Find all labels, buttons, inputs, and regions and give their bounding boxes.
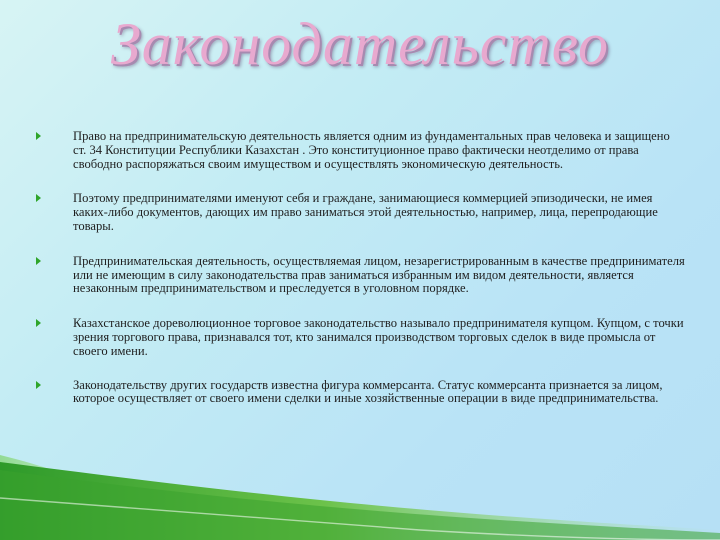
triangle-bullet-icon	[36, 132, 41, 140]
bullet-text: Законодательству других государств известна фигура коммерсанта. Статус коммерсанта признается за лицом, которое осуществляет от своего имени сделки и иные хозяйственные операции в виде предпринимательства.	[73, 377, 663, 406]
bullet-item	[36, 192, 686, 233]
slide-title: Законодательство	[111, 11, 609, 77]
triangle-bullet-icon	[36, 194, 41, 202]
bullet-text: Предпринимательская деятельность, осуществляемая лицом, незарегистрированным в качестве предпринимателя или не имеющим в силу законодательства прав заниматься избранным им видом деятельности, является незаконным предпринимательством и преследуется в уголовном порядке.	[73, 253, 685, 296]
bullet-item	[36, 130, 686, 171]
bullet-item	[36, 255, 686, 296]
bullet-item	[36, 317, 686, 358]
bullet-text: Право на предпринимательскую деятельность является одним из фундаментальных прав человека и защищено ст. 34 Конституции Республики Казахстан . Это конституционное право фактически неотделимо от права свободно распоряжаться своим имуществом и осуществлять экономическую деятельность.	[73, 129, 670, 171]
bullet-text: Поэтому предпринимателями именуют себя и граждане, занимающиеся коммерцией эпизодически, не имея каких-либо документов, дающих им право заниматься этой деятельностью, например, лица, перепродающие товары.	[73, 191, 658, 233]
triangle-bullet-icon	[36, 319, 41, 327]
bullet-list	[36, 130, 686, 406]
bullet-text: Казахстанское дореволюционное торговое законодательство называло предпринимателя купцом. Купцом, с точки зрения торгового права, признавался тот, кто занимался производством торговых сделок в виде промысла от своего имени.	[73, 316, 684, 358]
triangle-bullet-icon	[36, 381, 41, 389]
bullet-item	[36, 379, 686, 407]
triangle-bullet-icon	[36, 257, 41, 265]
